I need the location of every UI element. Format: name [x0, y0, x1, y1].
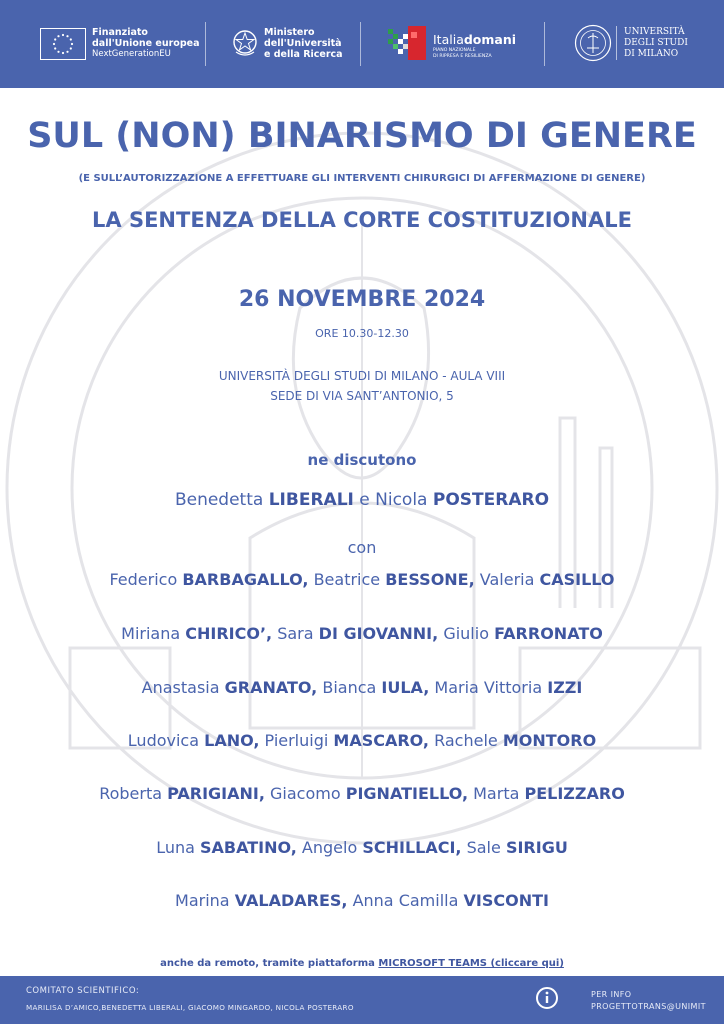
- page-title: SUL (NON) BINARISMO DI GENERE: [27, 116, 697, 156]
- italia-wordmark-a: Italia: [433, 32, 464, 47]
- participant-last-name: MASCARO,: [333, 731, 430, 750]
- participant-first-name: Anna Camilla: [352, 891, 459, 910]
- venue-line2: SEDE DI VIA SANT’ANTONIO, 5: [270, 389, 454, 403]
- participant-row: [0, 678, 724, 697]
- header-separator: [205, 22, 206, 66]
- header-separator: [544, 22, 545, 66]
- participant-first-name: Giacomo: [270, 784, 341, 803]
- participant-last-name: GRANATO,: [224, 678, 318, 697]
- participant-last-name: SCHILLACI,: [362, 838, 462, 857]
- event-date: 26 NOVEMBRE 2024: [238, 287, 486, 312]
- ministry-text-line2: dell'Università: [264, 38, 342, 49]
- teams-link[interactable]: MICROSOFT TEAMS (cliccare qui): [378, 958, 564, 969]
- discuss-label: ne discutono: [307, 451, 417, 469]
- committee-label: COMITATO SCIENTIFICO:: [26, 986, 140, 996]
- participant-last-name: SABATINO,: [200, 838, 297, 857]
- header-separator: [360, 22, 361, 66]
- venue-line1: UNIVERSITÀ DEGLI STUDI DI MILANO - AULA VIII: [218, 369, 506, 383]
- uni-text-line3: DI MILANO: [624, 49, 679, 59]
- participant-last-name: VISCONTI: [463, 891, 549, 910]
- participant-first-name: Bianca: [322, 678, 377, 697]
- participant-row: [0, 624, 724, 643]
- participant-last-name: PIGNATIELLO,: [345, 784, 469, 803]
- info-email[interactable]: PROGETTOTRANS@UNIMIT: [591, 1002, 706, 1011]
- participant-row: [0, 570, 724, 589]
- eu-text-line2: dall'Unione europea: [92, 38, 200, 49]
- eu-text-line1: Finanziato: [92, 27, 148, 38]
- participant-first-name: Angelo: [301, 838, 358, 857]
- headline: LA SENTENZA DELLA CORTE COSTITUZIONALE: [92, 208, 632, 232]
- participant-row: [0, 891, 724, 910]
- participant-last-name: IULA,: [381, 678, 430, 697]
- participant-last-name: CHIRICO’,: [185, 624, 273, 643]
- ministry-text-line3: e della Ricerca: [264, 49, 343, 60]
- participant-last-name: FARRONATO: [494, 624, 603, 643]
- italia-flag-icon: [387, 24, 431, 62]
- participant-last-name: LANO,: [204, 731, 260, 750]
- remote-prefix: anche da remoto, tramite piattaforma: [160, 958, 375, 969]
- with-label: con: [347, 538, 377, 557]
- participant-first-name: Giulio: [443, 624, 489, 643]
- participant-last-name: DI GIOVANNI,: [318, 624, 439, 643]
- participant-last-name: SIRIGU: [505, 838, 568, 857]
- participant-last-name: PARIGIANI,: [167, 784, 265, 803]
- speaker-conjunction: e: [359, 490, 370, 510]
- main-speakers: [0, 490, 724, 510]
- page-subtitle: (E SULL’AUTORIZZAZIONE A EFFETTUARE GLI INTERVENTI CHIRURGICI DI AFFERMAZIONE DI GENERE): [78, 173, 646, 184]
- speaker-last-name: LIBERALI: [268, 490, 354, 510]
- header-bar: [0, 0, 724, 88]
- info-icon: [535, 986, 559, 1010]
- footer-bar: [0, 976, 724, 1024]
- participant-first-name: Luna: [156, 838, 195, 857]
- participant-last-name: MONTORO: [502, 731, 597, 750]
- participant-first-name: Roberta: [99, 784, 163, 803]
- eu-text-line3: NextGenerationEU: [92, 49, 171, 59]
- participant-first-name: Valeria: [479, 570, 535, 589]
- participant-first-name: Pierluigi: [264, 731, 329, 750]
- italia-subtitle-line1: PIANO NAZIONALE: [433, 48, 476, 53]
- participant-first-name: Miriana: [121, 624, 181, 643]
- italia-wordmark-b: domani: [463, 32, 517, 47]
- committee-names: MARILISA D’AMICO,BENEDETTA LIBERALI, GIACOMO MINGARDO, NICOLA POSTERARO: [26, 1003, 354, 1012]
- participant-first-name: Beatrice: [313, 570, 381, 589]
- participant-row: [0, 784, 724, 803]
- participant-first-name: Maria Vittoria: [434, 678, 543, 697]
- participant-first-name: Anastasia: [141, 678, 220, 697]
- participant-first-name: Federico: [109, 570, 178, 589]
- participant-first-name: Sara: [277, 624, 314, 643]
- participant-first-name: Rachele: [434, 731, 498, 750]
- participant-last-name: VALADARES,: [234, 891, 348, 910]
- participant-row: [0, 838, 724, 857]
- eu-flag-icon: [40, 28, 86, 60]
- participant-first-name: Marta: [473, 784, 520, 803]
- uni-text-line2: DEGLI STUDI: [624, 38, 688, 48]
- uni-text-line1: UNIVERSITÀ: [624, 27, 685, 37]
- participant-row: [0, 731, 724, 750]
- italia-subtitle-line2: DI RIPRESA E RESILIENZA: [433, 53, 492, 59]
- participant-last-name: BARBAGALLO,: [182, 570, 309, 589]
- university-seal-icon: [574, 24, 612, 62]
- event-time: ORE 10.30-12.30: [315, 327, 409, 340]
- remote-info: [0, 958, 724, 969]
- speaker-last-name: POSTERARO: [432, 490, 550, 510]
- participant-last-name: PELIZZARO: [524, 784, 625, 803]
- speaker-first-name: Nicola: [375, 490, 428, 510]
- ministry-text-line1: Ministero: [264, 27, 315, 38]
- participant-last-name: CASILLO: [539, 570, 615, 589]
- info-label: PER INFO: [591, 990, 632, 999]
- participant-first-name: Ludovica: [127, 731, 200, 750]
- speaker-first-name: Benedetta: [174, 490, 264, 510]
- participant-first-name: Sale: [466, 838, 501, 857]
- republic-emblem-icon: [232, 28, 258, 58]
- participant-first-name: Marina: [175, 891, 230, 910]
- participant-last-name: BESSONE,: [385, 570, 475, 589]
- participant-last-name: IZZI: [547, 678, 583, 697]
